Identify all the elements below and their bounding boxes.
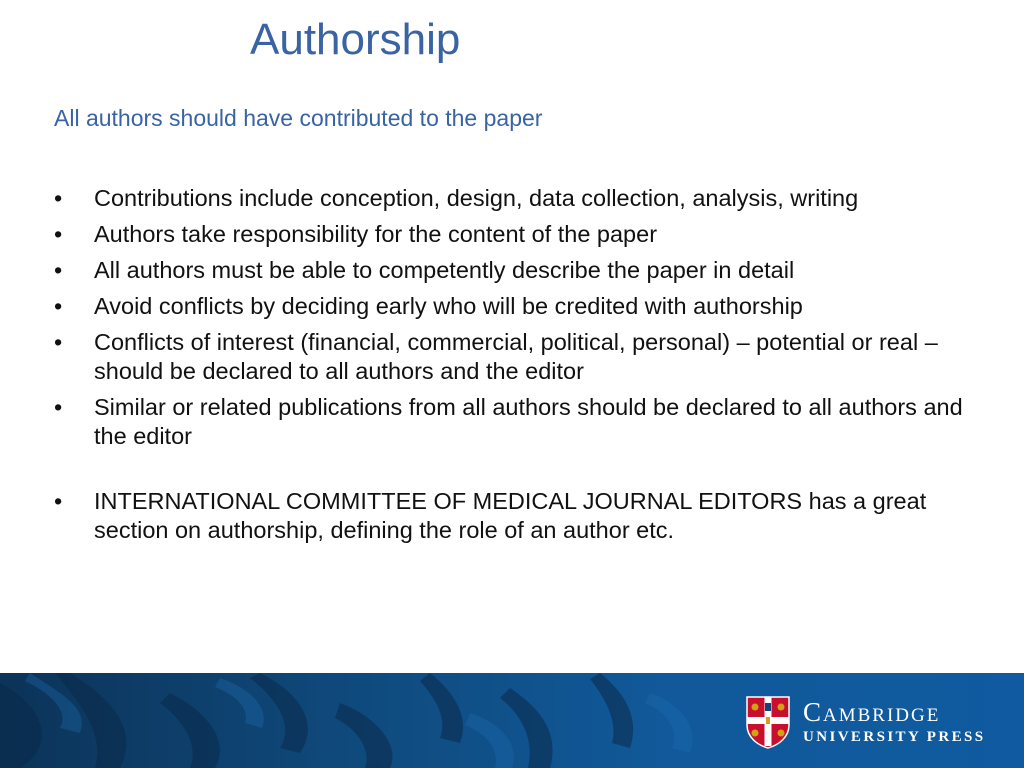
- bullet-list: [54, 184, 984, 552]
- slide-title: Authorship: [250, 15, 461, 64]
- logo-line-1: Cambridge: [803, 697, 941, 727]
- bullet-dot: •: [54, 221, 63, 247]
- bullet-item: [54, 487, 984, 545]
- bullet-dot: •: [54, 257, 63, 283]
- bullet-item: [54, 393, 984, 451]
- bullet-text: Avoid conflicts by deciding early who will be credited with authorship: [94, 293, 803, 319]
- slide-subtitle: All authors should have contributed to the paper: [54, 105, 543, 131]
- bullet-text: All authors must be able to competently describe the paper in detail: [94, 257, 795, 283]
- bullet-text: Authors take responsibility for the content of the paper: [94, 221, 658, 247]
- bullet-text: INTERNATIONAL COMMITTEE OF MEDICAL JOURNAL EDITORS has a great section on authorship, defining the role of an author etc.: [94, 488, 927, 543]
- bullet-dot: •: [54, 293, 63, 319]
- bullet-dot: •: [54, 185, 63, 211]
- bullet-item: [54, 220, 984, 249]
- bullet-item: [54, 328, 984, 386]
- bullet-item: [54, 256, 984, 285]
- logo-line-2: UNIVERSITY PRESS: [803, 729, 986, 745]
- footer-band: [0, 673, 1024, 768]
- cambridge-logo: [745, 695, 985, 749]
- bullet-item: [54, 184, 984, 213]
- bullet-dot: •: [54, 329, 63, 355]
- bullet-dot: •: [54, 394, 63, 420]
- cambridge-shield-icon: [745, 695, 791, 749]
- bullet-dot: •: [54, 488, 63, 514]
- bullet-text: Conflicts of interest (financial, commercial, political, personal) – potential or real – should be declared to all authors and the editor: [94, 329, 938, 384]
- bullet-text: Contributions include conception, design, data collection, analysis, writing: [94, 185, 859, 211]
- bullet-text: Similar or related publications from all authors should be declared to all authors and the editor: [94, 394, 963, 449]
- bullet-item: [54, 292, 984, 321]
- logo-text: [803, 697, 985, 747]
